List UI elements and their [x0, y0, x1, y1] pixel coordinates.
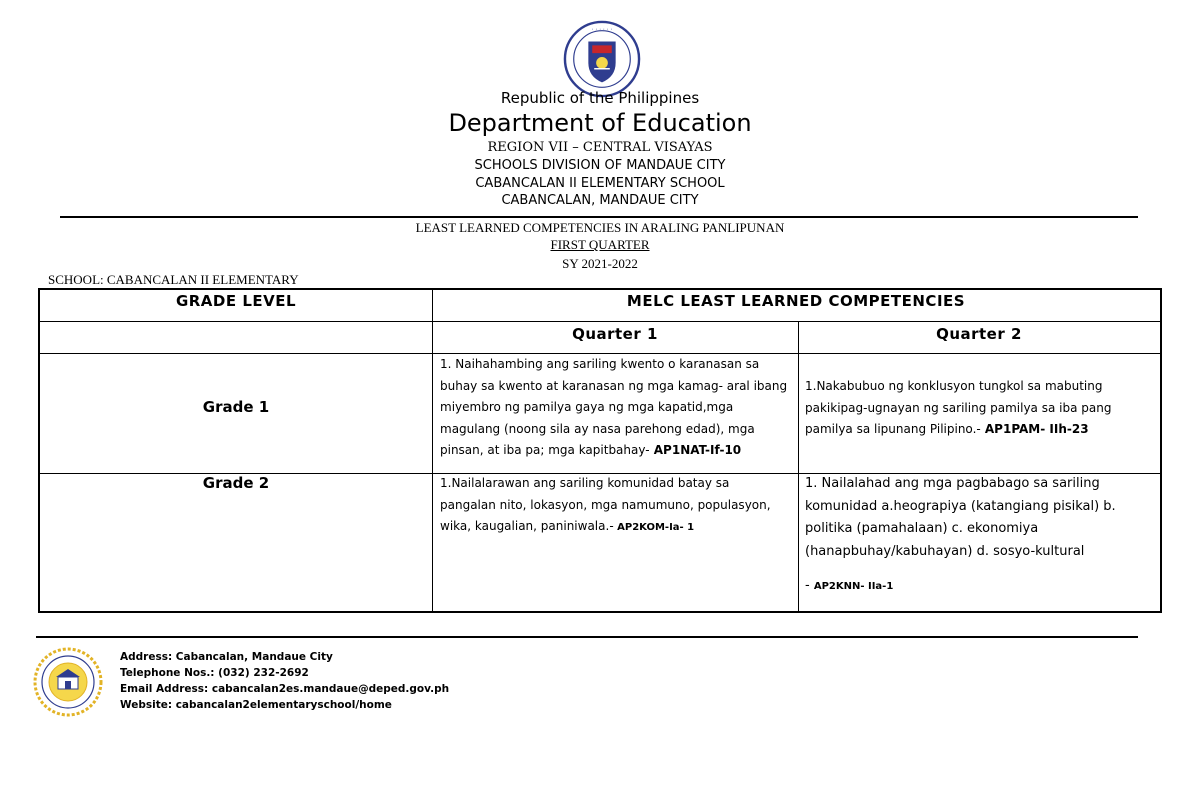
competency-line: komunidad a.heograpiya (katangiang pisikal) b. [805, 498, 1116, 514]
competency-code: AP2KOM-Ia- 1 [613, 522, 695, 533]
competency-line: miyembro ng pamilya gaya ng mga kapatid,mga [440, 400, 734, 414]
document-title: LEAST LEARNED COMPETENCIES IN ARALING PANLIPUNAN [415, 220, 785, 235]
competency-line: pamilya sa lipunang Pilipino.- AP1PAM- IIh-23 [805, 422, 1089, 436]
department-title: Department of Education [448, 109, 752, 137]
competency-code: AP1PAM- IIh-23 [980, 422, 1089, 436]
svg-text:· · · · · ·: · · · · · · [591, 27, 613, 34]
competency-line: (hanapbuhay/kabuhayan) d. sosyo-kultural [805, 543, 1085, 559]
footer-email[interactable]: Email Address: cabancalan2es.mandaue@deped.gov.ph [120, 683, 450, 695]
competency-line: wika, kaugalian, paniniwala.- AP2KOM-Ia- 1 [440, 519, 695, 533]
melc-header: MELC LEAST LEARNED COMPETENCIES [626, 292, 966, 310]
republic-line: Republic of the Philippines [500, 89, 700, 107]
deped-seal-icon [563, 20, 641, 98]
competency-line: buhay sa kwento at karanasan ng mga kamag- aral ibang [440, 378, 788, 393]
competency-line: magulang (noong sila ay nasa parehong edad), mga [440, 421, 755, 436]
competency-line: - AP2KNN- IIa-1 [805, 578, 894, 593]
table-rule [40, 321, 1160, 322]
grade-2-q2-competency [805, 473, 1157, 599]
grade-2-label: Grade 2 [202, 474, 270, 492]
region-line: REGION VII – CENTRAL VISAYAS [487, 140, 713, 155]
grade-1-label: Grade 1 [202, 398, 270, 416]
table-rule [798, 321, 799, 611]
quarter-heading: FIRST QUARTER [550, 237, 650, 252]
school-line: CABANCALAN II ELEMENTARY SCHOOL [475, 176, 725, 191]
competency-line: pakikipag-ugnayan ng sariling pamilya sa iba pang [805, 400, 1112, 415]
competencies-table [38, 288, 1162, 613]
location-line: CABANCALAN, MANDAUE CITY [501, 193, 699, 208]
footer-telephone: Telephone Nos.: (032) 232-2692 [120, 667, 309, 679]
grade-2-q1-competency [440, 473, 794, 539]
competency-line: politika (pamahalaan) c. ekonomiya [805, 521, 1039, 536]
competency-line: 1. Naihahambing ang sariling kwento o karanasan sa [440, 357, 760, 371]
competency-code: AP2KNN- IIa-1 [813, 581, 894, 592]
grade-1-q1-competency [440, 354, 794, 462]
school-year: SY 2021-2022 [562, 256, 638, 271]
competency-code: AP1NAT-If-10 [649, 443, 742, 457]
quarter-1-header: Quarter 1 [572, 325, 658, 343]
grade-1-q2-competency [805, 376, 1157, 441]
division-line: SCHOOLS DIVISION OF MANDAUE CITY [474, 158, 726, 173]
competency-line: 1.Nailalarawan ang sariling komunidad batay sa [440, 476, 730, 490]
header-divider [60, 216, 1138, 218]
quarter-2-header: Quarter 2 [936, 325, 1022, 343]
competency-line: pangalan nito, lokasyon, mga namumuno, populasyon, [440, 497, 771, 512]
footer-divider [36, 636, 1138, 638]
grade-level-header: GRADE LEVEL [175, 292, 297, 310]
school-logo-icon [32, 647, 104, 717]
competency-line: pinsan, at iba pa; mga kapitbahay- AP1NAT-If-10 [440, 443, 742, 457]
footer-website[interactable]: Website: cabancalan2elementaryschool/home [120, 699, 392, 711]
school-label: SCHOOL: CABANCALAN II ELEMENTARY [48, 272, 299, 287]
footer-address: Address: Cabancalan, Mandaue City [120, 651, 333, 663]
competency-line: 1.Nakabubuo ng konklusyon tungkol sa mabuting [805, 379, 1103, 393]
competency-line: 1. Nailalahad ang mga pagbabago sa sariling [805, 476, 1100, 491]
